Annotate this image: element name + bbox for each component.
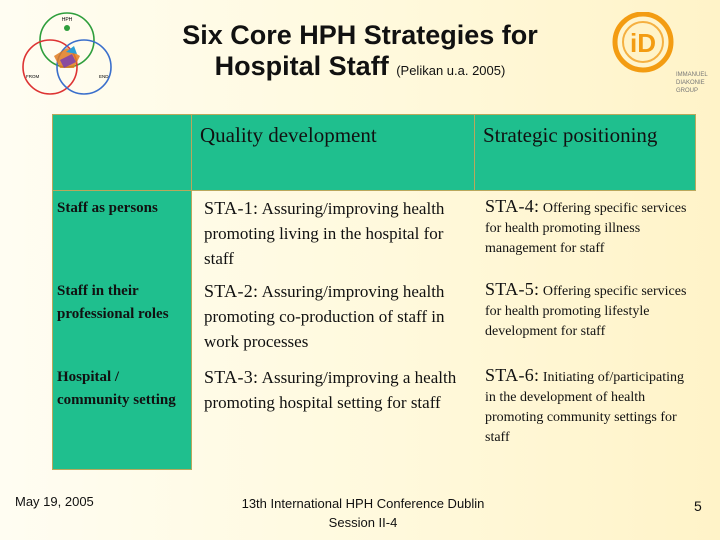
strategy-code: STA-2:: [204, 281, 259, 301]
id-logo-mark: iD: [630, 28, 656, 58]
id-logo-line-3: GROUP: [676, 88, 699, 94]
hph-logo-left-label: FROM: [26, 74, 40, 79]
strategy-text-a: Initiating: [542, 370, 595, 385]
strategy-code: STA-1:: [204, 198, 259, 218]
positioning-cell: [475, 191, 696, 274]
table-header-row: [52, 114, 696, 191]
row-label: Hospital / community setting: [52, 360, 192, 470]
header-quality-development: Quality development: [192, 114, 475, 191]
footer-conference-line-1: 13th International HPH Conference Dublin: [241, 496, 485, 511]
positioning-cell: [475, 274, 696, 360]
immanuel-diakonie-logo: [612, 12, 712, 102]
page-number: 5: [694, 498, 702, 514]
title-line-2-text: Hospital Staff: [214, 51, 389, 81]
strategy-text-a: Offering specific: [542, 201, 638, 216]
table-row: [52, 274, 696, 360]
hph-logo-right-label: END: [99, 74, 109, 79]
hph-logo-top-label: HPH: [61, 17, 73, 23]
strategy-code: STA-3:: [204, 367, 259, 387]
header-cell-empty: [52, 114, 192, 191]
table-row: [52, 191, 696, 274]
header-strategic-positioning: Strategic positioning: [475, 114, 696, 191]
footer-conference-line-2: Session II-4: [328, 515, 398, 530]
id-logo-line-2: DIAKONIE: [676, 80, 705, 86]
row-label: Staff as persons: [52, 191, 192, 274]
positioning-cell: [475, 360, 696, 470]
strategy-text-a: Assuring/improving: [261, 368, 399, 387]
strategy-text-b: health promoting co-production of staff in work processes: [204, 282, 445, 351]
id-logo-line-1: IMMANUEL: [676, 72, 708, 78]
quality-cell: [192, 191, 475, 274]
strategy-text-a: Assuring/improving: [261, 282, 399, 301]
strategy-text-b: health promoting living in the hospital for staff: [204, 199, 445, 268]
title-source: (Pelikan u.a. 2005): [396, 63, 506, 78]
quality-cell: [192, 274, 475, 360]
strategy-text-b: of/participating in the development of health promoting community settings for staff: [485, 370, 684, 445]
footer-date: May 19, 2005: [15, 494, 94, 509]
strategy-code: STA-5:: [485, 279, 540, 299]
table-row: [52, 360, 696, 470]
footer-conference: [220, 494, 506, 532]
strategy-code: STA-6:: [485, 365, 540, 385]
strategy-table: [52, 114, 696, 470]
strategy-text-a: Offering specific: [542, 284, 638, 299]
slide-title: [140, 20, 580, 86]
title-line-1: Six Core HPH Strategies for: [182, 20, 538, 50]
strategy-text-b: services for health promoting lifestyle development for staff: [485, 284, 687, 339]
quality-cell: [192, 360, 475, 470]
row-label: Staff in their professional roles: [52, 274, 192, 360]
strategy-text-b: services for health promoting illness management for staff: [485, 201, 687, 256]
strategy-text-b: a health promoting hospital setting for staff: [204, 368, 457, 412]
title-line-2: [140, 51, 580, 86]
hph-logo: [14, 10, 120, 96]
strategy-text-a: Assuring/improving: [261, 199, 399, 218]
strategy-code: STA-4:: [485, 196, 540, 216]
